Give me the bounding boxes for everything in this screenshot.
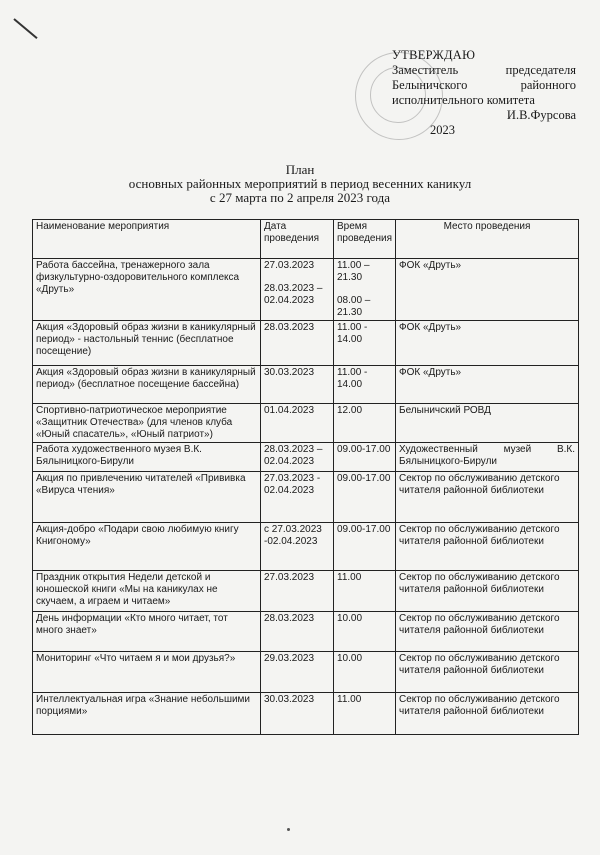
table-row [33,693,579,735]
event-date: 30.03.2023 [261,366,334,404]
event-place: Сектор по обслуживанию детского читателя районной библиотеки [396,652,579,693]
event-name: Акция-добро «Подари свою любимую книгу Книгоному» [33,523,261,571]
approval-line-1: Заместитель председателя [392,63,576,77]
event-date: 30.03.2023 [261,693,334,735]
event-place: ФОК «Друть» [396,366,579,404]
event-date: с 27.03.2023 -02.04.2023 [261,523,334,571]
table-row [33,523,579,571]
approval-date: 2023 [430,123,455,137]
header-date: Дата проведения [261,220,334,259]
table-row [33,443,579,472]
event-date: 29.03.2023 [261,652,334,693]
event-place: Сектор по обслуживанию детского читателя районной библиотеки [396,571,579,612]
table-row [33,321,579,366]
event-name: Акция «Здоровый образ жизни в каникулярный период» (бесплатное посещение бассейна) [33,366,261,404]
event-name: Праздник открытия Недели детской и юношеской книги «Мы на каникулах не скучаем, а играем и читаем» [33,571,261,612]
table-row [33,571,579,612]
event-place: Сектор по обслуживанию детского читателя районной библиотеки [396,523,579,571]
event-place: Сектор по обслуживанию детского читателя районной библиотеки [396,693,579,735]
event-date: 28.03.2023 [261,321,334,366]
event-time: 11.00 – 21.30 08.00 – 21.30 [334,259,396,321]
table-row [33,404,579,443]
event-place: Белыничский РОВД [396,404,579,443]
event-name: Акция «Здоровый образ жизни в каникулярный период» - настольный теннис (бесплатное посещение) [33,321,261,366]
table-row [33,259,579,321]
approval-block [392,48,576,138]
event-time: 11.00 - 14.00 [334,321,396,366]
event-place: Сектор по обслуживанию детского читателя районной библиотеки [396,612,579,652]
scan-mark [13,18,37,39]
scan-dot [287,828,290,831]
table-row [33,472,579,523]
event-place: Сектор по обслуживанию детского читателя районной библиотеки [396,472,579,523]
table-row [33,652,579,693]
event-name: Акция по привлечению читателей «Прививка «Вируса чтения» [33,472,261,523]
event-time: 09.00-17.00 [334,443,396,472]
event-name: Работа художественного музея В.К. Бялыницкого-Бирули [33,443,261,472]
event-place: ФОК «Друть» [396,321,579,366]
document-title [0,163,600,205]
event-name: Спортивно-патриотическое мероприятие «Защитник Отечества» (для членов клуба «Юный спасатель», «Юный патриот») [33,404,261,443]
event-name: Мониторинг «Что читаем я и мои друзья?» [33,652,261,693]
table-row [33,612,579,652]
event-name: Работа бассейна, тренажерного зала физкультурно-оздоровительного комплекса «Друть» [33,259,261,321]
event-time: 12.00 [334,404,396,443]
approval-signer: И.В.Фурсова [506,108,576,122]
event-time: 09.00-17.00 [334,472,396,523]
event-date: 27.03.2023 - 02.04.2023 [261,472,334,523]
event-date: 27.03.2023 [261,571,334,612]
title-line-2: основных районных мероприятий в период весенних каникул [128,176,472,191]
table-header-row [33,220,579,259]
event-name: День информации «Кто много читает, тот много знает» [33,612,261,652]
header-name: Наименование мероприятия [33,220,261,259]
approval-line-2: Белыничского районного [392,78,576,92]
event-name: Интеллектуальная игра «Знание небольшими порциями» [33,693,261,735]
event-time: 09.00-17.00 [334,523,396,571]
title-line-3: с 27 марта по 2 апреля 2023 года [209,190,391,205]
event-time: 10.00 [334,612,396,652]
approval-signature-line [392,108,576,123]
approval-line-3: исполнительного комитета [392,93,535,107]
event-date: 01.04.2023 [261,404,334,443]
events-table [32,219,579,735]
title-line-1: План [285,162,315,177]
event-time: 11.00 - 14.00 [334,366,396,404]
event-place: ФОК «Друть» [396,259,579,321]
header-time: Время проведения [334,220,396,259]
event-time: 11.00 [334,693,396,735]
event-date: 27.03.2023 28.03.2023 – 02.04.2023 [261,259,334,321]
event-place: Художественный музей В.К. Бялыницкого-Бирули [396,443,579,472]
header-place: Место проведения [396,220,579,259]
event-date: 28.03.2023 – 02.04.2023 [261,443,334,472]
approval-title: УТВЕРЖДАЮ [392,48,476,62]
event-time: 11.00 [334,571,396,612]
event-time: 10.00 [334,652,396,693]
event-date: 28.03.2023 [261,612,334,652]
table-row [33,366,579,404]
